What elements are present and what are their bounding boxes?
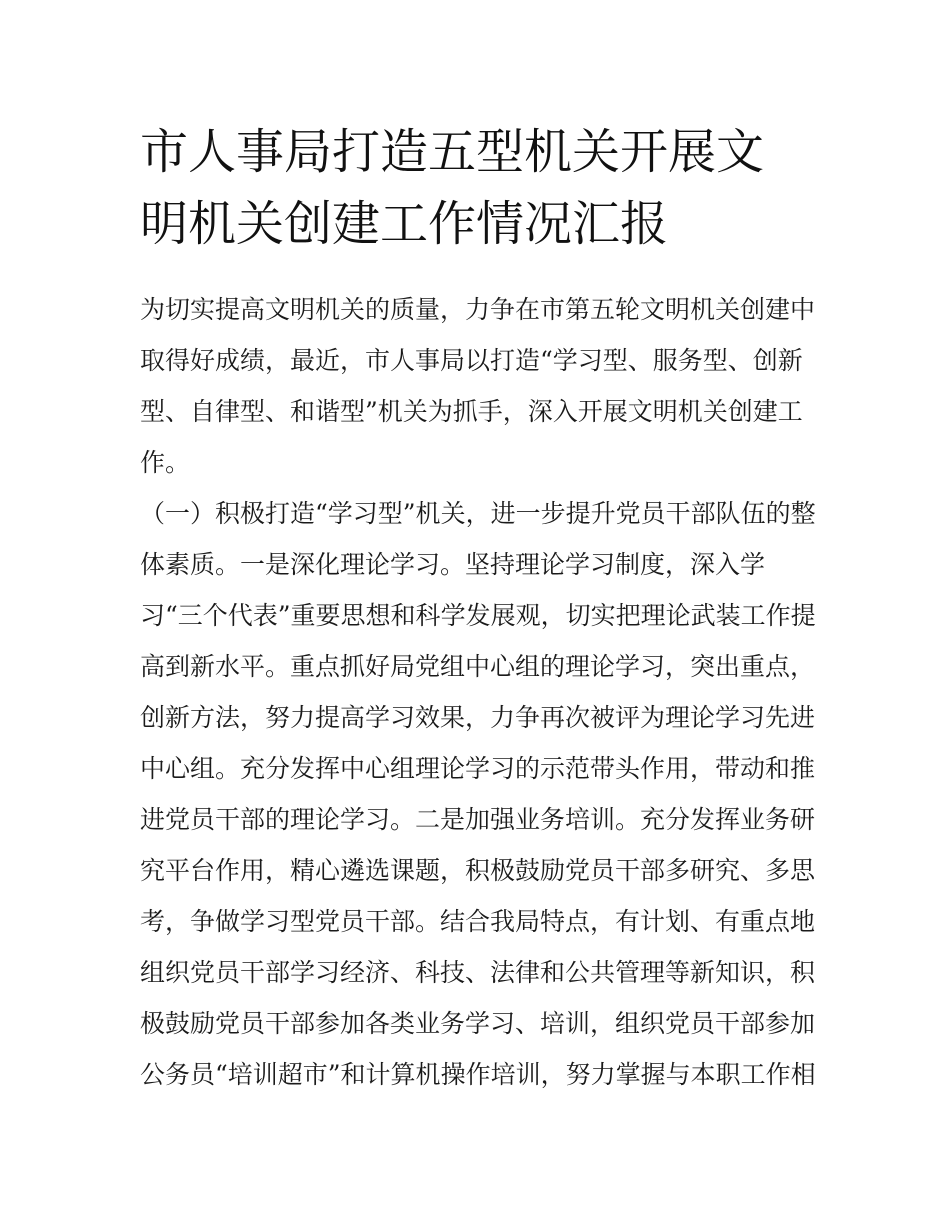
paragraph-line: （一）积极打造“学习型”机关，进一步提升党员干部队伍的整 bbox=[140, 499, 816, 528]
paragraph-line: 极鼓励党员干部参加各类业务学习、培训，组织党员干部参加 bbox=[140, 1009, 816, 1038]
document-body bbox=[140, 284, 830, 1100]
paragraph-line: 体素质。一是深化理论学习。坚持理论学习制度，深入学 bbox=[140, 550, 766, 579]
paragraph-line: 进党员干部的理论学习。二是加强业务培训。充分发挥业务研 bbox=[140, 805, 816, 834]
paragraph-line: 型、自律型、和谐型”机关为抓手，深入开展文明机关创建工 bbox=[140, 397, 803, 426]
title-line-2: 明机关创建工作情况汇报 bbox=[140, 196, 669, 252]
title-line-1: 市人事局打造五型机关开展文 bbox=[140, 124, 765, 180]
paragraph-line: 作。 bbox=[140, 448, 191, 477]
paragraph-line: 考，争做学习型党员干部。结合我局特点，有计划、有重点地 bbox=[140, 907, 816, 936]
paragraph-line: 中心组。充分发挥中心组理论学习的示范带头作用，带动和推 bbox=[140, 754, 816, 783]
paragraph-line: 取得好成绩，最近，市人事局以打造“学习型、服务型、创新 bbox=[140, 346, 803, 375]
document-title bbox=[140, 116, 820, 260]
paragraph-line: 究平台作用，精心遴选课题，积极鼓励党员干部多研究、多思 bbox=[140, 856, 816, 885]
paragraph-line: 为切实提高文明机关的质量，力争在市第五轮文明机关创建中 bbox=[140, 295, 816, 324]
paragraph-line: 创新方法，努力提高学习效果，力争再次被评为理论学习先进 bbox=[140, 703, 816, 732]
paragraph-1 bbox=[140, 284, 830, 488]
paragraph-2 bbox=[140, 488, 830, 1100]
paragraph-line: 习“三个代表”重要思想和科学发展观，切实把理论武装工作提 bbox=[140, 601, 816, 630]
paragraph-line: 组织党员干部学习经济、科技、法律和公共管理等新知识，积 bbox=[140, 958, 816, 987]
paragraph-line: 公务员“培训超市”和计算机操作培训，努力掌握与本职工作相 bbox=[140, 1060, 816, 1089]
paragraph-line: 高到新水平。重点抓好局党组中心组的理论学习，突出重点， bbox=[140, 652, 816, 681]
